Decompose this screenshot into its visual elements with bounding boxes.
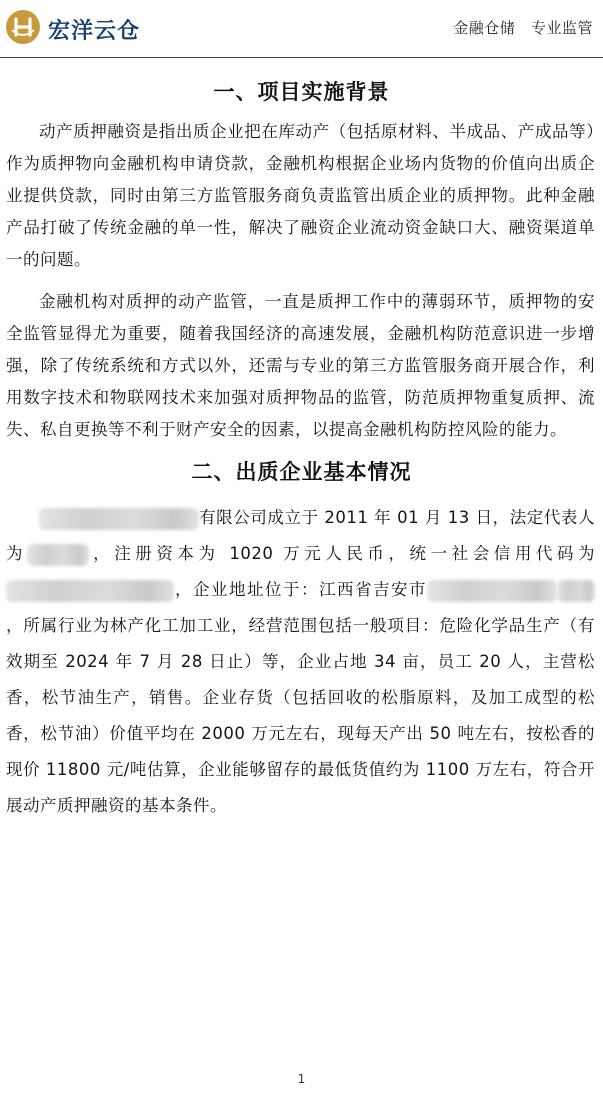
brand-name: 宏洋云仓: [48, 19, 141, 44]
paragraph-gap: [0, 276, 603, 286]
page-header: [0, 0, 603, 58]
company-info-text-3: ，企业地址位于：江西省吉安市: [174, 580, 427, 599]
document-body: [0, 70, 603, 824]
brand-logo-icon: [6, 10, 40, 44]
company-info-text-1: 有限公司成立于 2011 年 01 月 13 日，法定代表人为: [6, 508, 595, 563]
header-divider: [0, 57, 603, 58]
redacted-address: [427, 580, 557, 602]
paragraph-pledge-financing: 动产质押融资是指出质企业把在库动产（包括原材料、半成品、产成品等）作为质押物向金融机构申请贷款，金融机构根据企业场内货物的价值向出质企业提供贷款，同时由第三方监管服务商负责监管出质企业的质押物。此种金融产品打破了传统金融的单一性，解决了融资企业流动资金缺口大、融资渠道单一的问题。: [6, 122, 595, 269]
redacted-address-continued: [557, 580, 595, 602]
paragraph-supervision: 金融机构对质押的动产监管，一直是质押工作中的薄弱环节，质押物的安全监管显得尤为重要，随着我国经济的高速发展，金融机构防范意识进一步增强，除了传统系统和方式以外，还需与专业的第三方监管服务商开展合作，利用数字技术和物联网技术来加强对质押物品的监管，防范质押物重复质押、流失、私自更换等不利于财产安全的因素，以提高金融机构防控风险的能力。: [6, 292, 595, 439]
section-title-background: 一、项目实施背景: [213, 80, 390, 104]
redacted-credit-code: [6, 580, 174, 602]
paragraph-company-info: [6, 500, 595, 824]
redacted-company-name: [39, 508, 199, 530]
company-info-text-4: ，所属行业为林产化工加工业，经营范围包括一般项目：危险化学品生产（有效期至 2024 年 7 月 28 日止）等，企业占地 34 亩，员工 20 人，主营松香，松节油生产，销售。企业存货（包括回收的松脂原料，及加工成型的松香，松节油）价值平均在 2000 万元左右，现每天产出 50 吨左右，按松香的现价 11800 元/吨估算，企业能够留存的最低货值约为 1100 万左右，符合开展动产质押融资的基本条件。: [6, 616, 595, 815]
redacted-legal-representative: [27, 544, 89, 566]
header-tagline: 金融仓储 专业监管: [453, 19, 593, 37]
company-info-text-2: ，注册资本为 1020 万元人民币，统一社会信用代码为: [89, 544, 596, 563]
section-title-company: 二、出质企业基本情况: [191, 460, 412, 484]
page-number: 1: [297, 1072, 306, 1086]
